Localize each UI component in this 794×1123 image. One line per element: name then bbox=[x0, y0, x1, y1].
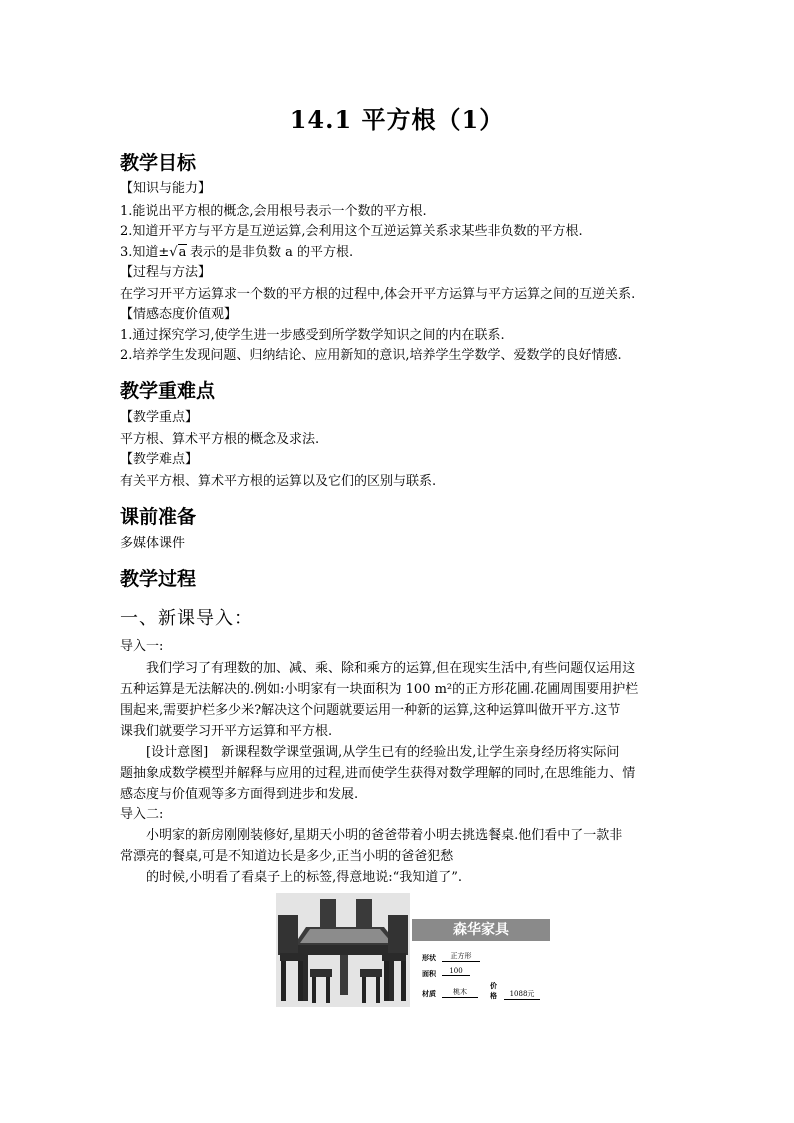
dining-table-photo bbox=[276, 893, 410, 1007]
intro2-label: 导入二: bbox=[120, 807, 164, 822]
sqrt-expression bbox=[169, 244, 187, 262]
page-title: 14.1 平方根（1） bbox=[289, 105, 505, 134]
focus-label: 【教学重点】 bbox=[120, 410, 199, 425]
intro1-label: 导入一: bbox=[120, 639, 164, 654]
intro2-line-3: 的时候,小明看了看桌子上的标签,得意地说:“我知道了”. bbox=[146, 870, 463, 885]
material-label: 材质 bbox=[422, 990, 436, 998]
key-points-heading: 教学重难点 bbox=[120, 380, 216, 402]
material-value: 桃木 bbox=[442, 987, 478, 998]
area-label: 面积 bbox=[422, 970, 436, 978]
price-label-1: 价 bbox=[490, 982, 497, 990]
process-subheading: 一、新课导入： bbox=[120, 608, 253, 629]
emotion-item-2: 2.培养学生发现问题、归纳结论、应用新知的意识,培养学生学数学、爱数学的良好情感. bbox=[120, 348, 622, 363]
radicand: a bbox=[178, 245, 187, 260]
price-value: 1088元 bbox=[504, 989, 540, 1000]
design-line-3: 感态度与价值观等多方面得到进步和发展. bbox=[120, 787, 359, 802]
intro1-line-2: 五种运算是无法解决的.例如:小明家有一块面积为 100 m²的正方形花圃.花圃周围要用护栏 bbox=[120, 682, 639, 697]
knowledge-item-3-suffix: 表示的是非负数 a 的平方根. bbox=[189, 245, 354, 260]
process-label: 【过程与方法】 bbox=[120, 265, 212, 280]
prep-text: 多媒体课件 bbox=[120, 536, 186, 551]
process-heading: 教学过程 bbox=[120, 568, 197, 590]
dining-table-icon bbox=[276, 893, 410, 1007]
focus-text: 平方根、算术平方根的概念及求法. bbox=[120, 432, 320, 447]
knowledge-item-3-prefix: 3.知道± bbox=[120, 245, 170, 260]
design-line-2: 题抽象成数学模型并解释与应用的过程,进而使学生获得对数学理解的同时,在思维能力、情 bbox=[120, 766, 636, 781]
prep-heading: 课前准备 bbox=[120, 506, 197, 528]
design-line-1: [设计意图] 新课程数学课堂强调,从学生已有的经验出发,让学生亲身经历将实际问 bbox=[146, 745, 620, 760]
price-label-2: 格 bbox=[490, 992, 497, 1000]
price-tag-brand: 森华家具 bbox=[412, 919, 550, 941]
difficulty-label: 【教学难点】 bbox=[120, 452, 199, 467]
process-text: 在学习开平方运算求一个数的平方根的过程中,体会开平方运算与平方运算之间的互逆关系. bbox=[120, 287, 636, 302]
price-tag bbox=[410, 893, 554, 1007]
area-value: 100 bbox=[442, 967, 470, 976]
shape-label: 形状 bbox=[422, 954, 436, 962]
table-figure bbox=[276, 893, 554, 1007]
emotion-label: 【情感态度价值观】 bbox=[120, 307, 238, 322]
intro1-line-4: 课我们就要学习开平方运算和平方根. bbox=[120, 724, 333, 739]
emotion-item-1: 1.通过探究学习,使学生进一步感受到所学数学知识之间的内在联系. bbox=[120, 328, 505, 343]
knowledge-item-2: 2.知道开平方与平方是互逆运算,会利用这个互逆运算关系求某些非负数的平方根. bbox=[120, 224, 583, 239]
intro1-line-1: 我们学习了有理数的加、减、乘、除和乘方的运算,但在现实生活中,有些问题仅运用这 bbox=[146, 661, 636, 676]
knowledge-item-3 bbox=[120, 244, 353, 262]
knowledge-label: 【知识与能力】 bbox=[120, 181, 212, 196]
intro2-line-2: 常漂亮的餐桌,可是不知道边长是多少,正当小明的爸爸犯愁 bbox=[120, 849, 454, 864]
knowledge-item-1: 1.能说出平方根的概念,会用根号表示一个数的平方根. bbox=[120, 204, 427, 219]
goals-heading: 教学目标 bbox=[120, 152, 197, 174]
difficulty-text: 有关平方根、算术平方根的运算以及它们的区别与联系. bbox=[120, 474, 437, 489]
intro1-line-3: 围起来,需要护栏多少米?解决这个问题就要运用一种新的运算,这种运算叫做开平方.这节 bbox=[120, 703, 621, 718]
intro2-line-1: 小明家的新房刚刚装修好,星期天小明的爸爸带着小明去挑选餐桌.他们看中了一款非 bbox=[146, 828, 623, 843]
shape-value: 正方形 bbox=[442, 951, 480, 962]
radical-sign-icon: √ bbox=[169, 245, 178, 260]
